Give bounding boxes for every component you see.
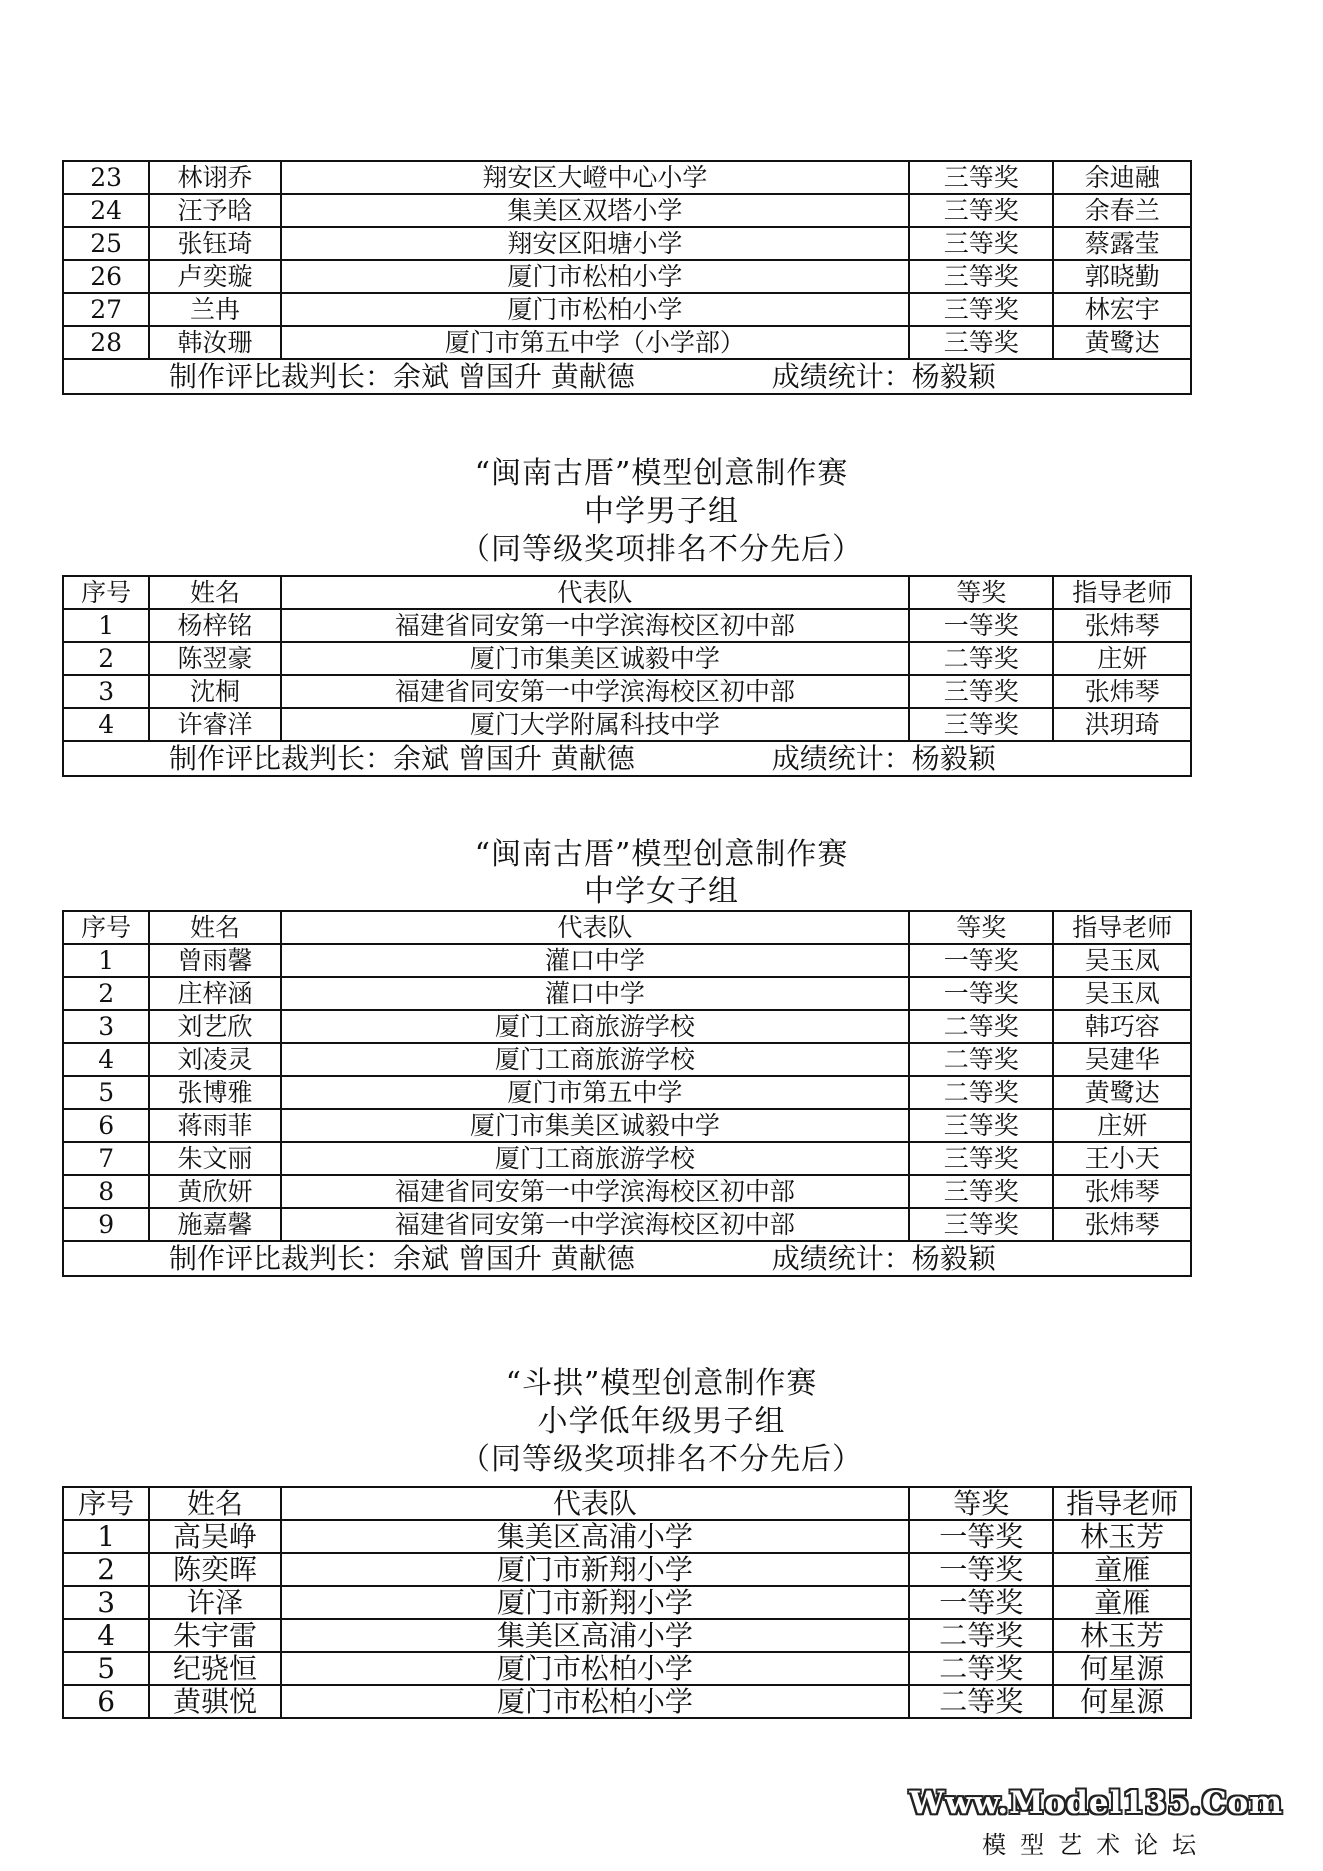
cell-award: 一等奖 bbox=[909, 609, 1054, 642]
cell-team: 厦门市新翔小学 bbox=[281, 1586, 909, 1619]
cell-team: 厦门工商旅游学校 bbox=[281, 1010, 909, 1043]
cell-teacher: 蔡露莹 bbox=[1053, 227, 1191, 260]
table-row bbox=[63, 1652, 1191, 1685]
cell-number: 3 bbox=[63, 675, 149, 708]
cell-name: 曾雨馨 bbox=[149, 944, 280, 977]
header-cell-teacher: 指导老师 bbox=[1053, 911, 1191, 944]
cell-number: 26 bbox=[63, 260, 149, 293]
cell-team: 厦门市松柏小学 bbox=[281, 1685, 909, 1718]
cell-name: 朱文丽 bbox=[149, 1142, 280, 1175]
cell-number: 28 bbox=[63, 326, 149, 359]
cell-number: 27 bbox=[63, 293, 149, 326]
table-header bbox=[63, 576, 1191, 609]
results-table-continued bbox=[62, 160, 1192, 395]
table-row bbox=[63, 1175, 1191, 1208]
cell-team: 厦门市集美区诚毅中学 bbox=[281, 1109, 909, 1142]
table-row bbox=[63, 944, 1191, 977]
cell-number: 4 bbox=[63, 708, 149, 741]
cell-name: 刘艺欣 bbox=[149, 1010, 280, 1043]
table-row bbox=[63, 1142, 1191, 1175]
header-cell-teacher: 指导老师 bbox=[1053, 1487, 1191, 1520]
cell-number: 6 bbox=[63, 1685, 149, 1718]
cell-award: 二等奖 bbox=[909, 1685, 1054, 1718]
header-cell-award: 等奖 bbox=[909, 911, 1054, 944]
cell-teacher: 黄鹭达 bbox=[1053, 1076, 1191, 1109]
cell-name: 黄骐悦 bbox=[149, 1685, 280, 1718]
cell-award: 三等奖 bbox=[909, 161, 1054, 194]
section-title: “斗拱”模型创意制作赛 bbox=[505, 1366, 818, 1401]
referee-line: 制作评比裁判长：余斌 曾国升 黄献德 bbox=[169, 1242, 635, 1275]
table-row bbox=[63, 1553, 1191, 1586]
cell-team: 福建省同安第一中学滨海校区初中部 bbox=[281, 1208, 909, 1241]
cell-team: 厦门市松柏小学 bbox=[281, 260, 909, 293]
cell-team: 集美区高浦小学 bbox=[281, 1520, 909, 1553]
cell-teacher: 黄鹭达 bbox=[1053, 326, 1191, 359]
header-cell-name: 姓名 bbox=[149, 1487, 280, 1520]
cell-name: 高吴峥 bbox=[149, 1520, 280, 1553]
table-row bbox=[63, 1208, 1191, 1241]
referee-line: 制作评比裁判长：余斌 曾国升 黄献德 bbox=[169, 742, 635, 775]
cell-teacher: 林玉芳 bbox=[1053, 1520, 1191, 1553]
cell-team: 厦门市松柏小学 bbox=[281, 1652, 909, 1685]
cell-team: 集美区高浦小学 bbox=[281, 1619, 909, 1652]
cell-number: 2 bbox=[63, 977, 149, 1010]
cell-name: 韩汝珊 bbox=[149, 326, 280, 359]
cell-award: 二等奖 bbox=[909, 1652, 1054, 1685]
statistician-line: 成绩统计：杨毅颖 bbox=[771, 1242, 996, 1275]
cell-team: 厦门市集美区诚毅中学 bbox=[281, 642, 909, 675]
cell-teacher: 何星源 bbox=[1053, 1685, 1191, 1718]
header-cell-number: 序号 bbox=[63, 1487, 149, 1520]
cell-teacher: 庄妍 bbox=[1053, 1109, 1191, 1142]
table-footer bbox=[63, 359, 1191, 394]
header-cell-name: 姓名 bbox=[149, 576, 280, 609]
cell-team: 福建省同安第一中学滨海校区初中部 bbox=[281, 609, 909, 642]
cell-number: 23 bbox=[63, 161, 149, 194]
cell-team: 福建省同安第一中学滨海校区初中部 bbox=[281, 675, 909, 708]
cell-name: 张博雅 bbox=[149, 1076, 280, 1109]
cell-award: 二等奖 bbox=[909, 1619, 1054, 1652]
cell-award: 一等奖 bbox=[909, 977, 1054, 1010]
cell-team: 翔安区大嶝中心小学 bbox=[281, 161, 909, 194]
cell-team: 集美区双塔小学 bbox=[281, 194, 909, 227]
cell-name: 沈桐 bbox=[149, 675, 280, 708]
cell-number: 1 bbox=[63, 1520, 149, 1553]
cell-teacher: 张炜琴 bbox=[1053, 1208, 1191, 1241]
cell-team: 福建省同安第一中学滨海校区初中部 bbox=[281, 1175, 909, 1208]
table-row bbox=[63, 194, 1191, 227]
cell-name: 黄欣妍 bbox=[149, 1175, 280, 1208]
table-row bbox=[63, 675, 1191, 708]
cell-award: 三等奖 bbox=[909, 293, 1054, 326]
cell-team: 厦门市第五中学 bbox=[281, 1076, 909, 1109]
cell-teacher: 郭晓勤 bbox=[1053, 260, 1191, 293]
cell-team: 厦门市新翔小学 bbox=[281, 1553, 909, 1586]
cell-teacher: 林宏宇 bbox=[1053, 293, 1191, 326]
cell-name: 兰冉 bbox=[149, 293, 280, 326]
cell-teacher: 张炜琴 bbox=[1053, 675, 1191, 708]
table-row bbox=[63, 642, 1191, 675]
table-row bbox=[63, 977, 1191, 1010]
cell-name: 刘凌灵 bbox=[149, 1043, 280, 1076]
cell-teacher: 张炜琴 bbox=[1053, 609, 1191, 642]
cell-award: 三等奖 bbox=[909, 227, 1054, 260]
cell-team: 翔安区阳塘小学 bbox=[281, 227, 909, 260]
cell-teacher: 王小天 bbox=[1053, 1142, 1191, 1175]
cell-name: 纪骁恒 bbox=[149, 1652, 280, 1685]
cell-number: 1 bbox=[63, 944, 149, 977]
header-cell-name: 姓名 bbox=[149, 911, 280, 944]
table-row bbox=[63, 227, 1191, 260]
cell-award: 一等奖 bbox=[909, 944, 1054, 977]
cell-teacher: 吴建华 bbox=[1053, 1043, 1191, 1076]
table-row bbox=[63, 708, 1191, 741]
cell-award: 三等奖 bbox=[909, 1109, 1054, 1142]
results-table-middle-boys bbox=[62, 575, 1192, 777]
cell-name: 庄梓涵 bbox=[149, 977, 280, 1010]
cell-award: 一等奖 bbox=[909, 1586, 1054, 1619]
header-cell-award: 等奖 bbox=[909, 576, 1054, 609]
cell-name: 许睿洋 bbox=[149, 708, 280, 741]
cell-award: 二等奖 bbox=[909, 1010, 1054, 1043]
table-footer bbox=[63, 741, 1191, 776]
cell-team: 灌口中学 bbox=[281, 944, 909, 977]
cell-number: 25 bbox=[63, 227, 149, 260]
table-row bbox=[63, 609, 1191, 642]
cell-number: 3 bbox=[63, 1586, 149, 1619]
results-table-middle-girls bbox=[62, 910, 1192, 1277]
header-cell-team: 代表队 bbox=[281, 576, 909, 609]
cell-award: 三等奖 bbox=[909, 1175, 1054, 1208]
forum-watermark bbox=[909, 1785, 1283, 1860]
table-row bbox=[63, 1010, 1191, 1043]
cell-team: 灌口中学 bbox=[281, 977, 909, 1010]
cell-teacher: 童雁 bbox=[1053, 1553, 1191, 1586]
cell-award: 三等奖 bbox=[909, 708, 1054, 741]
cell-award: 三等奖 bbox=[909, 326, 1054, 359]
cell-teacher: 吴玉凤 bbox=[1053, 944, 1191, 977]
table-row bbox=[63, 161, 1191, 194]
cell-team: 厦门工商旅游学校 bbox=[281, 1142, 909, 1175]
cell-name: 杨梓铭 bbox=[149, 609, 280, 642]
table-row bbox=[63, 1043, 1191, 1076]
cell-award: 三等奖 bbox=[909, 1142, 1054, 1175]
cell-number: 6 bbox=[63, 1109, 149, 1142]
results-table-dougong bbox=[62, 1486, 1192, 1719]
cell-number: 8 bbox=[63, 1175, 149, 1208]
cell-number: 24 bbox=[63, 194, 149, 227]
table-header bbox=[63, 911, 1191, 944]
cell-teacher: 庄妍 bbox=[1053, 642, 1191, 675]
cell-award: 一等奖 bbox=[909, 1553, 1054, 1586]
cell-number: 2 bbox=[63, 1553, 149, 1586]
section-title: “闽南古厝”模型创意制作赛 bbox=[474, 837, 849, 872]
cell-team: 厦门市松柏小学 bbox=[281, 293, 909, 326]
statistician-line: 成绩统计：杨毅颖 bbox=[771, 742, 996, 775]
cell-teacher: 韩巧容 bbox=[1053, 1010, 1191, 1043]
cell-number: 9 bbox=[63, 1208, 149, 1241]
table-row bbox=[63, 1076, 1191, 1109]
cell-name: 许泽 bbox=[149, 1586, 280, 1619]
cell-teacher: 童雁 bbox=[1053, 1586, 1191, 1619]
statistician-line: 成绩统计：杨毅颖 bbox=[771, 360, 996, 393]
cell-number: 3 bbox=[63, 1010, 149, 1043]
section-title: “闽南古厝”模型创意制作赛 bbox=[474, 456, 849, 491]
table-row bbox=[63, 1109, 1191, 1142]
cell-name: 陈翌豪 bbox=[149, 642, 280, 675]
cell-award: 三等奖 bbox=[909, 260, 1054, 293]
cell-number: 4 bbox=[63, 1619, 149, 1652]
cell-name: 汪予晗 bbox=[149, 194, 280, 227]
cell-name: 朱宇雷 bbox=[149, 1619, 280, 1652]
cell-award: 二等奖 bbox=[909, 1076, 1054, 1109]
cell-name: 卢奕璇 bbox=[149, 260, 280, 293]
cell-award: 二等奖 bbox=[909, 1043, 1054, 1076]
table-row bbox=[63, 1586, 1191, 1619]
section-note: （同等级奖项排名不分先后） bbox=[460, 1442, 863, 1477]
table-row bbox=[63, 293, 1191, 326]
cell-teacher: 余春兰 bbox=[1053, 194, 1191, 227]
table-header bbox=[63, 1487, 1191, 1520]
cell-name: 林诩乔 bbox=[149, 161, 280, 194]
table-row bbox=[63, 326, 1191, 359]
cell-award: 一等奖 bbox=[909, 1520, 1054, 1553]
cell-team: 厦门大学附属科技中学 bbox=[281, 708, 909, 741]
cell-teacher: 张炜琴 bbox=[1053, 1175, 1191, 1208]
cell-number: 2 bbox=[63, 642, 149, 675]
cell-teacher: 余迪融 bbox=[1053, 161, 1191, 194]
header-cell-team: 代表队 bbox=[281, 1487, 909, 1520]
cell-number: 4 bbox=[63, 1043, 149, 1076]
cell-number: 5 bbox=[63, 1076, 149, 1109]
cell-team: 厦门市第五中学（小学部） bbox=[281, 326, 909, 359]
cell-award: 三等奖 bbox=[909, 194, 1054, 227]
cell-award: 二等奖 bbox=[909, 642, 1054, 675]
cell-teacher: 洪玥琦 bbox=[1053, 708, 1191, 741]
header-cell-number: 序号 bbox=[63, 576, 149, 609]
section-subtitle: 中学男子组 bbox=[584, 494, 739, 529]
table-footer bbox=[63, 1241, 1191, 1276]
cell-team: 厦门工商旅游学校 bbox=[281, 1043, 909, 1076]
cell-name: 施嘉馨 bbox=[149, 1208, 280, 1241]
cell-number: 1 bbox=[63, 609, 149, 642]
cell-name: 陈奕晖 bbox=[149, 1553, 280, 1586]
table-row bbox=[63, 1520, 1191, 1553]
table-row bbox=[63, 260, 1191, 293]
header-cell-number: 序号 bbox=[63, 911, 149, 944]
cell-award: 三等奖 bbox=[909, 675, 1054, 708]
header-cell-teacher: 指导老师 bbox=[1053, 576, 1191, 609]
cell-award: 三等奖 bbox=[909, 1208, 1054, 1241]
section-subtitle: 中学女子组 bbox=[584, 874, 739, 909]
cell-name: 蒋雨菲 bbox=[149, 1109, 280, 1142]
header-cell-award: 等奖 bbox=[909, 1487, 1054, 1520]
cell-name: 张钰琦 bbox=[149, 227, 280, 260]
section-note: （同等级奖项排名不分先后） bbox=[460, 532, 863, 567]
watermark-caption: 模型艺术论坛 bbox=[982, 1831, 1211, 1859]
table-row bbox=[63, 1619, 1191, 1652]
cell-teacher: 吴玉凤 bbox=[1053, 977, 1191, 1010]
watermark-url: Www.Model135.Com bbox=[909, 1785, 1283, 1821]
header-cell-team: 代表队 bbox=[281, 911, 909, 944]
cell-teacher: 何星源 bbox=[1053, 1652, 1191, 1685]
table-row bbox=[63, 1685, 1191, 1718]
cell-teacher: 林玉芳 bbox=[1053, 1619, 1191, 1652]
cell-number: 7 bbox=[63, 1142, 149, 1175]
section-subtitle: 小学低年级男子组 bbox=[537, 1404, 786, 1439]
cell-number: 5 bbox=[63, 1652, 149, 1685]
referee-line: 制作评比裁判长：余斌 曾国升 黄献德 bbox=[169, 360, 635, 393]
